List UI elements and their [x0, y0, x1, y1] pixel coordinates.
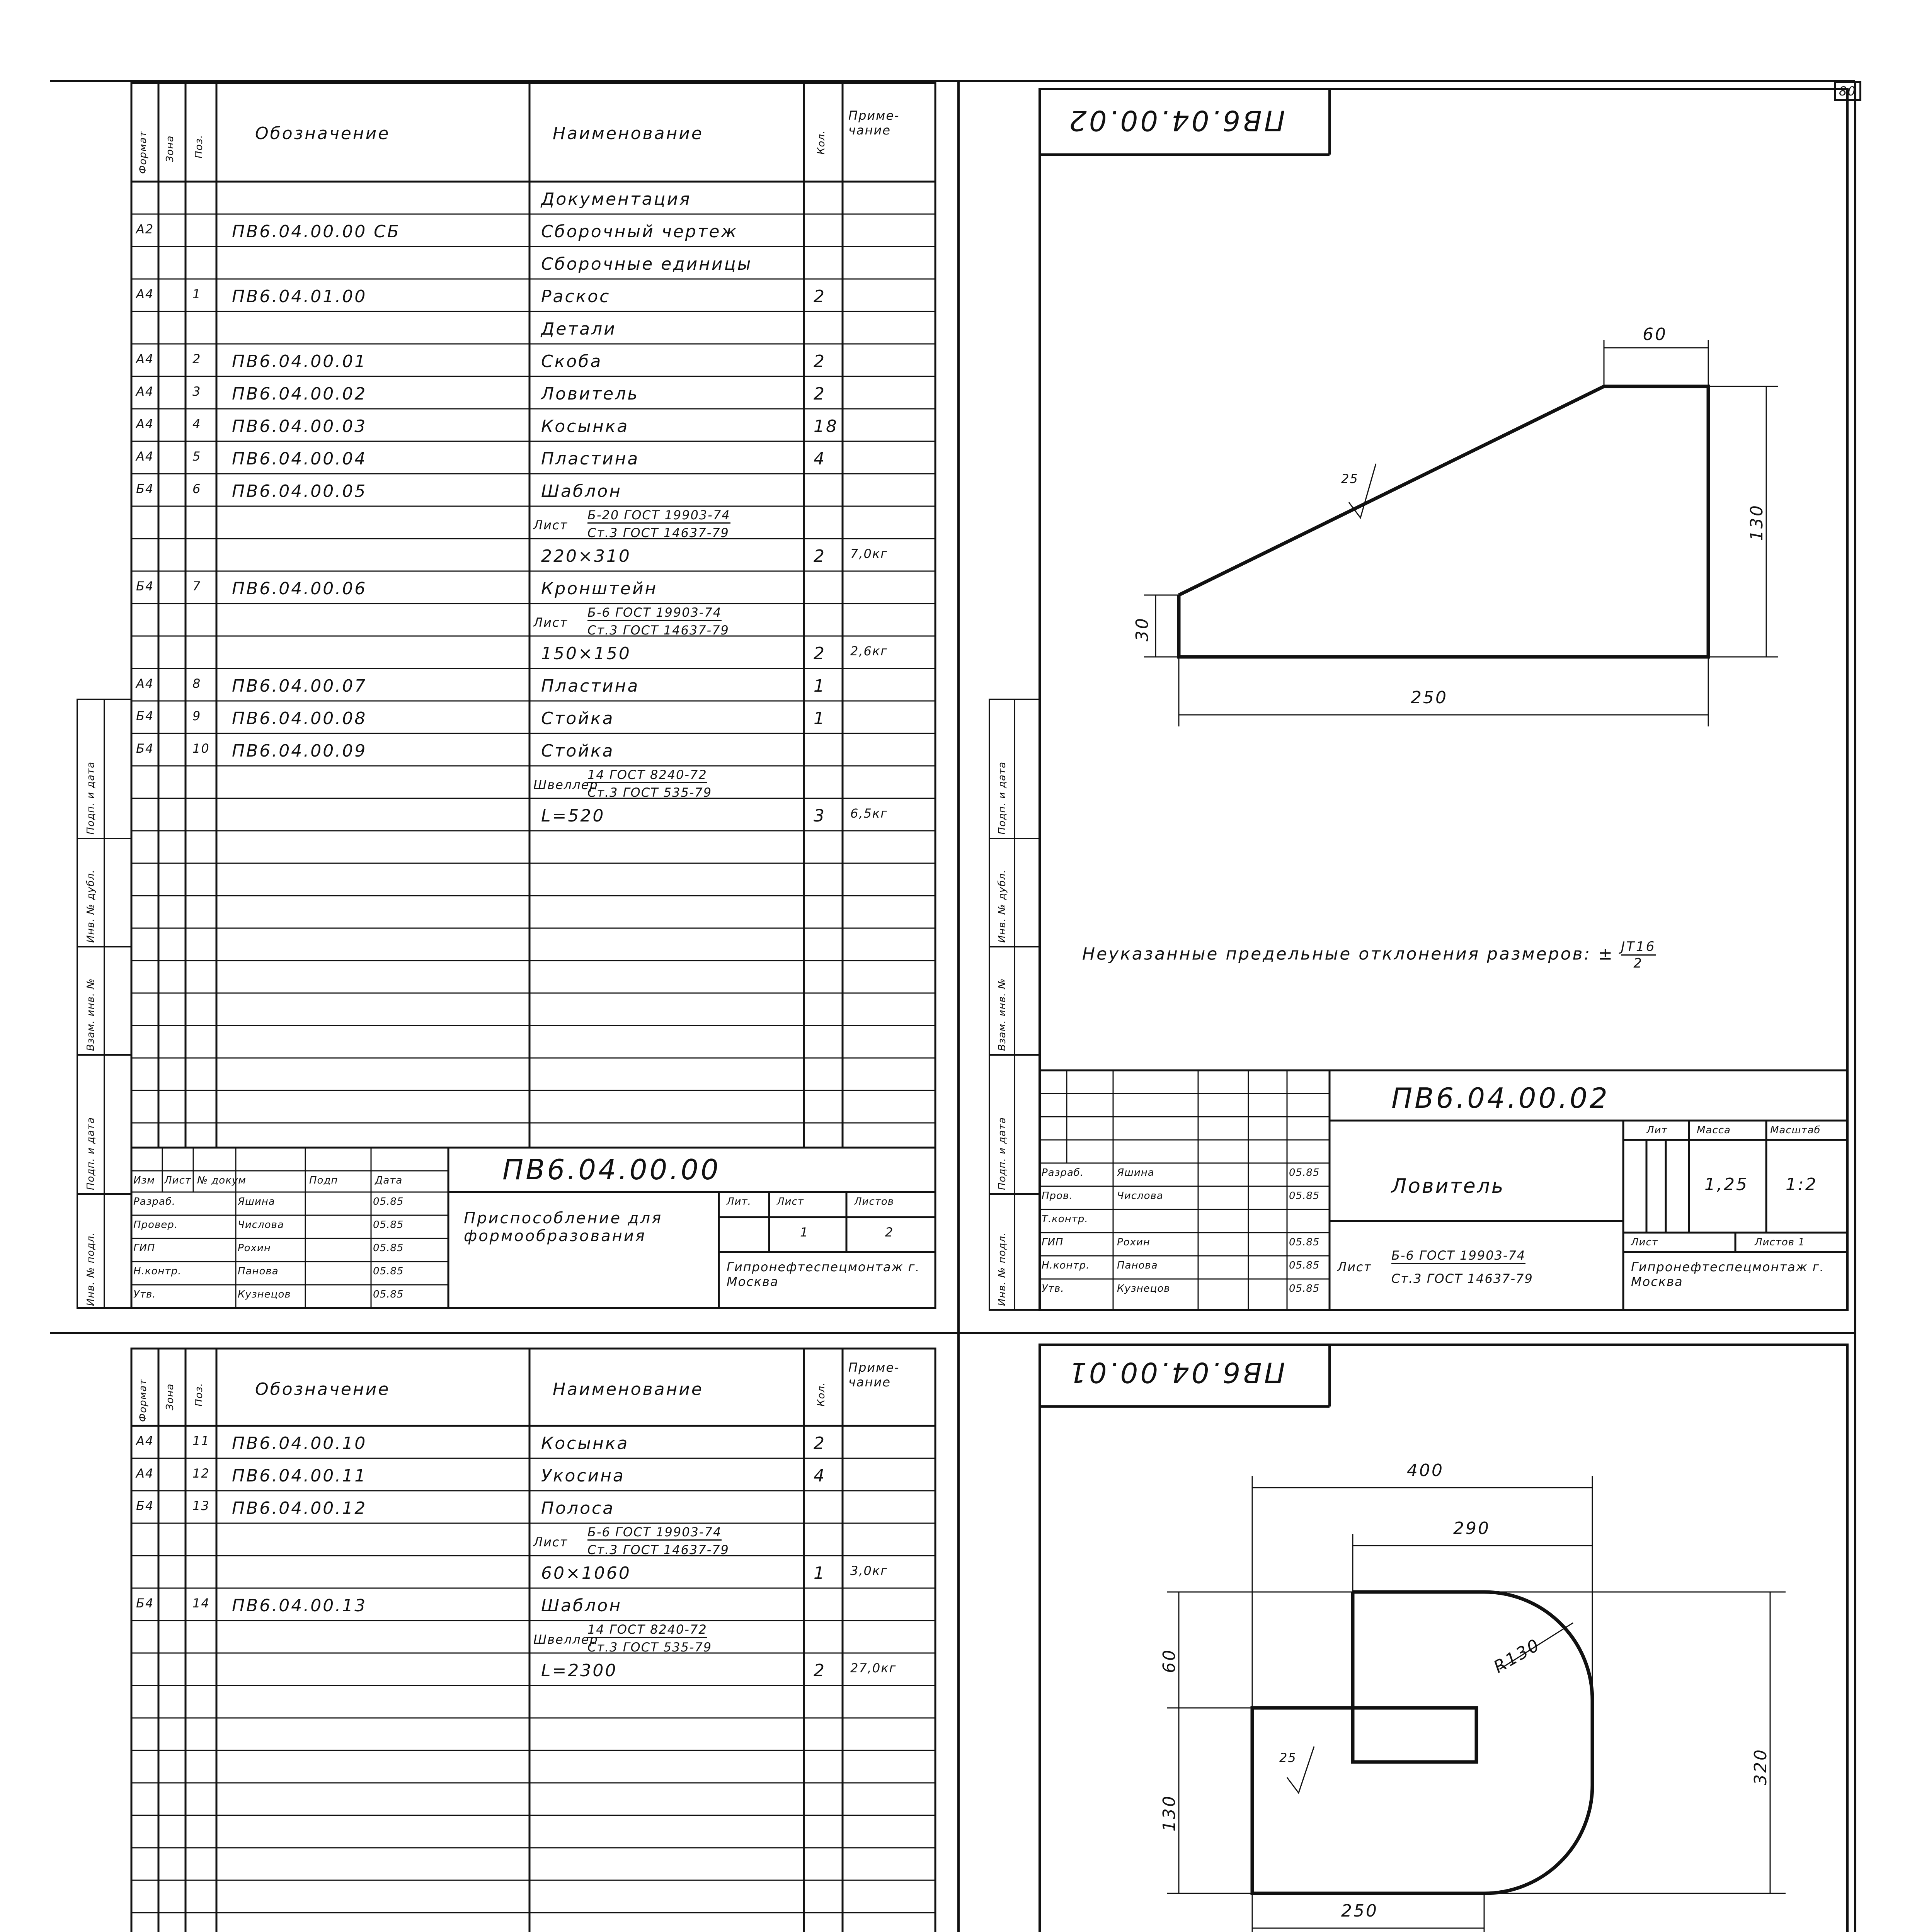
row-position: 3 — [192, 384, 201, 399]
col2-format: Формат — [137, 1379, 149, 1422]
row-quantity: 2 — [814, 287, 826, 306]
row-note: 2,6кг — [850, 644, 888, 658]
row-note: 7,0кг — [850, 546, 888, 561]
stamp-col-head: Изм — [133, 1175, 155, 1186]
col-format: Формат — [137, 131, 149, 174]
row-position: 11 — [192, 1434, 210, 1448]
side-binding-label: Инв. № дубл. — [996, 869, 1008, 943]
row-designation: ПВ6.04.00.08 — [232, 709, 367, 728]
drawing1-mass: 1,25 — [1704, 1175, 1748, 1194]
dim-30: 30 — [1132, 617, 1152, 641]
stamp-col-head: Подп — [309, 1175, 338, 1186]
row-quantity: 18 — [814, 417, 838, 436]
row-format: А4 — [136, 1434, 154, 1448]
row-position: 4 — [192, 417, 201, 431]
row-name: Косынка — [541, 1434, 629, 1453]
row-designation: ПВ6.04.00.05 — [232, 481, 367, 501]
col-pos: Поз. — [193, 134, 205, 158]
spec1-org: Гипронефтеспецмонтаж г. Москва — [727, 1260, 920, 1289]
row-name: 150×150 — [541, 644, 631, 663]
row-quantity: 2 — [814, 384, 826, 404]
row-name-bottom: Ст.3 ГОСТ 535-79 — [587, 785, 712, 800]
row-name-prefix: Лист — [533, 518, 568, 532]
row-quantity: 4 — [814, 449, 826, 469]
stamp-role: Разраб. — [1042, 1167, 1084, 1179]
row-name: Полоса — [541, 1498, 615, 1518]
row-name-bottom: Ст.3 ГОСТ 14637-79 — [587, 1543, 729, 1557]
stamp-date: 05.85 — [373, 1219, 404, 1231]
drawing2-flipped-code: ПВ6.04.00.01 — [1067, 1356, 1285, 1389]
row-position: 12 — [192, 1466, 210, 1481]
row-format: А4 — [136, 352, 154, 366]
row-position: 14 — [192, 1596, 210, 1611]
row-name: Сборочные единицы — [541, 254, 752, 274]
row-name: Раскос — [541, 287, 611, 306]
row-name-top: 14 ГОСТ 8240-72 — [587, 1622, 707, 1638]
side-binding-label: Подп. и дата — [996, 761, 1008, 835]
row-format: А4 — [136, 676, 154, 691]
row-name: Ловитель — [541, 384, 639, 404]
drawing1-title: Ловитель — [1391, 1175, 1505, 1198]
row-name: Сборочный чертеж — [541, 222, 738, 242]
stamp-role: Н.контр. — [133, 1265, 182, 1277]
row-format: Б4 — [136, 741, 154, 756]
col2-name: Наименование — [553, 1379, 703, 1399]
side-binding-label: Подп. и дата — [996, 1117, 1008, 1190]
col2-zone: Зона — [164, 1383, 176, 1410]
stamp-role: Т.контр. — [1042, 1213, 1088, 1225]
row-name: Укосина — [541, 1466, 625, 1486]
row-format: Б4 — [136, 481, 154, 496]
row-designation: ПВ6.04.00.00 СБ — [232, 222, 401, 242]
stamp-role: ГИП — [1042, 1236, 1064, 1248]
row-format: А4 — [136, 1466, 154, 1481]
row-format: Б4 — [136, 1498, 154, 1513]
spec1-sheet-label: Лист — [777, 1196, 804, 1208]
row-quantity: 2 — [814, 644, 826, 663]
row-quantity: 2 — [814, 352, 826, 371]
drawing1-sheets-label: Листов 1 — [1755, 1236, 1805, 1248]
col2-note: Приме-чание — [848, 1360, 900, 1389]
spec1-sheet: 1 — [800, 1225, 809, 1240]
row-designation: ПВ6.04.00.11 — [232, 1466, 367, 1486]
row-position: 10 — [192, 741, 210, 756]
row-name-prefix: Швеллер — [533, 1632, 598, 1647]
spec1-title: Приспособление для формообразования — [464, 1209, 663, 1245]
row-designation: ПВ6.04.00.06 — [232, 579, 367, 599]
side-binding-label: Взам. инв. № — [85, 978, 97, 1051]
dim-290: 290 — [1453, 1519, 1490, 1538]
drawing1-code: ПВ6.04.00.02 — [1391, 1082, 1610, 1114]
drawing1-sheet-label: Лист — [1631, 1236, 1658, 1248]
stamp-date: 05.85 — [373, 1289, 404, 1300]
drawing1-material-prefix: Лист — [1337, 1260, 1372, 1274]
row-name-bottom: Ст.3 ГОСТ 535-79 — [587, 1640, 712, 1655]
stamp-col-head: Лист — [164, 1175, 191, 1186]
row-position: 2 — [192, 352, 201, 366]
dim-60: 60 — [1643, 325, 1667, 344]
stamp-role: Провер. — [133, 1219, 178, 1231]
row-name: Скоба — [541, 352, 603, 371]
dim-130b: 130 — [1159, 1794, 1179, 1832]
row-format: Б4 — [136, 709, 154, 723]
row-name: 60×1060 — [541, 1563, 631, 1583]
drawing1-flipped-code: ПВ6.04.00.02 — [1067, 104, 1285, 137]
dim-320: 320 — [1751, 1748, 1771, 1785]
row-format: Б4 — [136, 1596, 154, 1611]
col-designation: Обозначение — [255, 124, 390, 143]
roughness-25b: 25 — [1279, 1750, 1297, 1765]
row-designation: ПВ6.04.00.04 — [232, 449, 367, 469]
row-quantity: 4 — [814, 1466, 826, 1486]
row-format: А4 — [136, 449, 154, 464]
drawing1-note-text: Неуказанные предельные отклонения размеров: ± — [1082, 944, 1614, 964]
dim-250: 250 — [1411, 688, 1448, 707]
roughness-25: 25 — [1341, 471, 1359, 486]
row-format: А4 — [136, 287, 154, 301]
spec1-lit-label: Лит. — [727, 1196, 751, 1208]
spec1-sheets: 2 — [885, 1225, 894, 1240]
stamp-date: 05.85 — [373, 1196, 404, 1208]
row-name: Шаблон — [541, 1596, 622, 1616]
col-name: Наименование — [553, 124, 703, 143]
stamp-name: Яшина — [1117, 1167, 1154, 1179]
side-binding-label: Инв. № подл. — [85, 1232, 97, 1306]
row-quantity: 1 — [814, 1563, 826, 1583]
row-designation: ПВ6.04.00.03 — [232, 417, 367, 436]
side-binding-label: Подп. и дата — [85, 1117, 97, 1190]
row-designation: ПВ6.04.00.02 — [232, 384, 367, 404]
drawing1-note-frac-bot: 2 — [1633, 956, 1643, 971]
drawing1-org: Гипронефтеспецмонтаж г. Москва — [1631, 1260, 1825, 1289]
row-quantity: 2 — [814, 546, 826, 566]
stamp-name: Рохин — [238, 1242, 271, 1254]
row-name: Шаблон — [541, 481, 622, 501]
row-format: А4 — [136, 384, 154, 399]
row-format: А2 — [136, 222, 154, 236]
drawing1-scale: 1:2 — [1786, 1175, 1818, 1194]
stamp-role: Утв. — [133, 1289, 156, 1300]
stamp-role: Н.контр. — [1042, 1260, 1090, 1271]
row-position: 13 — [192, 1498, 210, 1513]
row-note: 3,0кг — [850, 1563, 888, 1578]
stamp-date: 05.85 — [1289, 1260, 1320, 1271]
row-quantity: 2 — [814, 1434, 826, 1453]
row-note: 27,0кг — [850, 1661, 897, 1675]
side-binding-label: Инв. № подл. — [996, 1232, 1008, 1306]
stamp-date: 05.85 — [1289, 1190, 1320, 1202]
dim-400: 400 — [1407, 1461, 1444, 1480]
stamp-date: 05.85 — [373, 1265, 404, 1277]
row-name: Документация — [541, 189, 691, 209]
row-quantity: 3 — [814, 806, 826, 826]
stamp-col-head: № докум — [197, 1175, 246, 1186]
row-designation: ПВ6.04.00.09 — [232, 741, 367, 761]
dim-250b: 250 — [1341, 1901, 1378, 1921]
stamp-role: ГИП — [133, 1242, 155, 1254]
stamp-name: Кузнецов — [1117, 1283, 1170, 1294]
stamp-col-head: Дата — [375, 1175, 403, 1186]
row-designation: ПВ6.04.00.10 — [232, 1434, 367, 1453]
row-position: 5 — [192, 449, 201, 464]
row-designation: ПВ6.04.01.00 — [232, 287, 367, 306]
row-quantity: 2 — [814, 1661, 826, 1680]
stamp-date: 05.85 — [373, 1242, 404, 1254]
stamp-role: Пров. — [1042, 1190, 1073, 1202]
stamp-role: Разраб. — [133, 1196, 176, 1208]
spec1-sheets-label: Листов — [854, 1196, 894, 1208]
side-binding-label: Инв. № дубл. — [85, 869, 97, 943]
drawing1-scale-label: Масштаб — [1770, 1124, 1821, 1136]
col-zone: Зона — [164, 135, 176, 162]
row-name: 220×310 — [541, 546, 631, 566]
row-designation: ПВ6.04.00.13 — [232, 1596, 367, 1616]
stamp-name: Числова — [1117, 1190, 1163, 1202]
row-name: L=520 — [541, 806, 605, 826]
row-name: Пластина — [541, 449, 640, 469]
drawing1-lit: Лит — [1646, 1124, 1668, 1136]
dim-r130: R130 — [1490, 1634, 1544, 1677]
row-position: 6 — [192, 481, 201, 496]
row-designation: ПВ6.04.00.07 — [232, 676, 367, 696]
spec1-code: ПВ6.04.00.00 — [502, 1153, 721, 1186]
side-binding-label: Подп. и дата — [85, 761, 97, 835]
row-quantity: 1 — [814, 676, 826, 696]
col2-designation: Обозначение — [255, 1379, 390, 1399]
row-name-prefix: Лист — [533, 1535, 568, 1549]
row-name-bottom: Ст.3 ГОСТ 14637-79 — [587, 526, 729, 540]
row-name-top: 14 ГОСТ 8240-72 — [587, 767, 707, 783]
drawing1-mass-label: Масса — [1697, 1124, 1731, 1136]
row-name-top: Б-6 ГОСТ 19903-74 — [587, 1525, 722, 1541]
row-name: Пластина — [541, 676, 640, 696]
row-name: Стойка — [541, 709, 615, 728]
page-number: 80 — [1834, 81, 1861, 101]
stamp-role: Утв. — [1042, 1283, 1064, 1294]
row-name-top: Б-20 ГОСТ 19903-74 — [587, 508, 730, 524]
side-binding-label: Взам. инв. № — [996, 978, 1008, 1051]
row-name-prefix: Лист — [533, 615, 568, 630]
stamp-date: 05.85 — [1289, 1167, 1320, 1179]
dim-130: 130 — [1747, 504, 1767, 541]
stamp-name: Яшина — [238, 1196, 275, 1208]
row-name: L=2300 — [541, 1661, 618, 1680]
col-qty: Кол. — [815, 130, 827, 155]
row-name: Стойка — [541, 741, 615, 761]
row-position: 7 — [192, 579, 201, 594]
col2-pos: Поз. — [193, 1383, 205, 1406]
row-quantity: 1 — [814, 709, 826, 728]
stamp-name: Рохин — [1117, 1236, 1150, 1248]
row-designation: ПВ6.04.00.12 — [232, 1498, 367, 1518]
row-position: 8 — [192, 676, 201, 691]
row-position: 9 — [192, 709, 201, 723]
row-name: Косынка — [541, 417, 629, 436]
row-note: 6,5кг — [850, 806, 888, 821]
row-name-top: Б-6 ГОСТ 19903-74 — [587, 605, 722, 621]
stamp-name: Кузнецов — [238, 1289, 291, 1300]
drawing1-note-frac-top: JT16 — [1621, 939, 1656, 956]
row-format: А4 — [136, 417, 154, 431]
col-note: Приме-чание — [848, 108, 900, 138]
row-name: Кронштейн — [541, 579, 658, 599]
row-position: 1 — [192, 287, 201, 301]
stamp-name: Панова — [238, 1265, 279, 1277]
col2-qty: Кол. — [815, 1382, 827, 1406]
row-name-bottom: Ст.3 ГОСТ 14637-79 — [587, 623, 729, 638]
row-name-prefix: Швеллер — [533, 777, 598, 792]
row-designation: ПВ6.04.00.01 — [232, 352, 367, 371]
stamp-name: Числова — [238, 1219, 284, 1231]
stamp-date: 05.85 — [1289, 1283, 1320, 1294]
dim-60b: 60 — [1159, 1648, 1179, 1673]
drawing1-material-top: Б-6 ГОСТ 19903-74 — [1391, 1248, 1525, 1264]
stamp-date: 05.85 — [1289, 1236, 1320, 1248]
row-format: Б4 — [136, 579, 154, 594]
drawing1-material-bot: Ст.3 ГОСТ 14637-79 — [1391, 1271, 1533, 1286]
row-name: Детали — [541, 319, 616, 339]
stamp-name: Панова — [1117, 1260, 1158, 1271]
